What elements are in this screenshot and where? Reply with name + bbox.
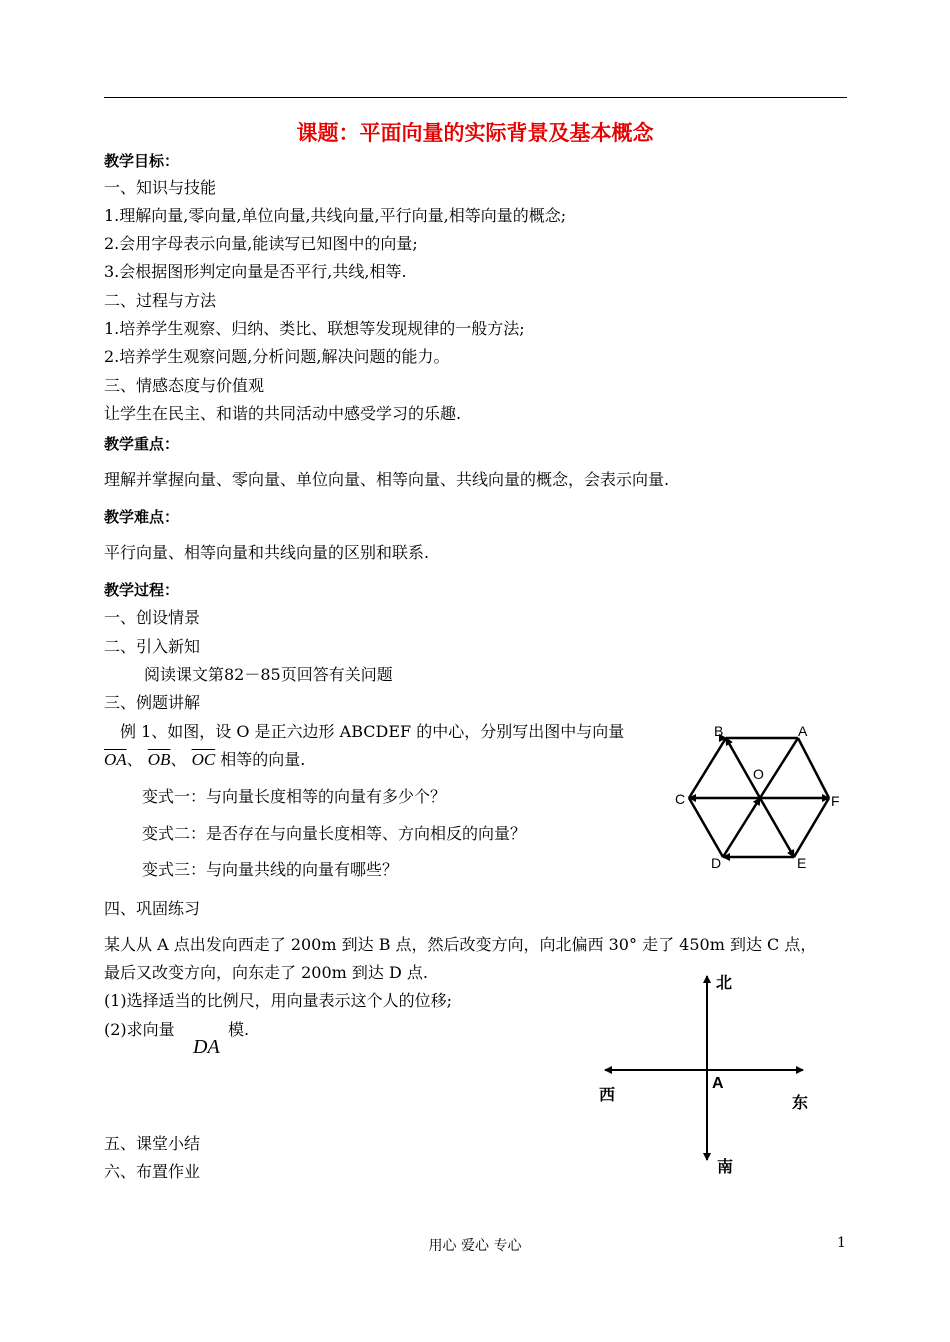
hexagon-edge [798,738,829,798]
footer-center: 用心 爱心 专心 [428,1238,522,1254]
header-rule [104,97,847,98]
vector-line [760,738,798,798]
section-heading: 四、巩固练习 [104,899,201,918]
page-title: 课题：平面向量的实际背景及基本概念 [296,121,654,145]
page-number: 1 [837,1235,846,1251]
vertex-label-a: A [798,723,808,739]
variant-2: 变式二：是否存在与向量长度相等、方向相反的向量？ [142,824,527,843]
vector-da: DA [193,1036,220,1058]
paragraph: 理解并掌握向量、零向量、单位向量、相等向量、共线向量的概念，会表示向量. [104,470,670,489]
problem-text: 最后又改变方向，向东走了 200m 到达 D 点. [104,963,428,982]
vertex-label-b: B [714,723,724,739]
section-heading: 五、课堂小结 [104,1134,201,1153]
difficulties-heading: 教学难点： [104,508,180,526]
vector-list [104,750,305,770]
list-item: 1.理解向量,零向量,单位向量,共线向量,平行向量,相等向量的概念; [104,206,567,225]
question-2-tail: 模. [228,1020,250,1039]
hexagon-edge [689,798,723,857]
vector-ob: $\overline{OB}$ [147,750,171,769]
vertex-label-e: E [797,855,807,871]
section-heading: 二、过程与方法 [104,291,217,310]
vector-line [760,798,794,857]
south-label: 南 [717,1159,734,1176]
vector-oc: $\overline{OC}$ [191,750,216,769]
vertex-label-f: F [831,793,840,809]
example-tail: 相等的向量. [220,750,306,769]
separator: 、 [126,750,143,769]
section-heading: 一、创设情景 [104,608,201,627]
list-item: 1.培养学生观察、归纳、类比、联想等发现规律的一般方法; [104,319,525,338]
paragraph: 平行向量、相等向量和共线向量的区别和联系. [104,543,430,562]
east-label: 东 [792,1095,809,1112]
compass-diagram [595,970,820,1180]
question-2: (2)求向量 [104,1020,175,1039]
west-label: 西 [599,1087,616,1104]
list-item: 2.会用字母表示向量,能读写已知图中的向量; [104,234,418,253]
section-heading: 三、例题讲解 [104,693,201,712]
variant-1: 变式一：与向量长度相等的向量有多少个？ [142,787,447,806]
north-label: 北 [716,975,733,992]
vector-oa: $\overline{OA}$ [104,750,127,769]
origin-label: A [712,1075,724,1092]
hexagon-edge [794,798,829,857]
section-heading: 六、布置作业 [104,1162,201,1181]
section-heading: 三、情感态度与价值观 [104,376,265,395]
section-heading: 二、引入新知 [104,637,201,656]
paragraph: 让学生在民主、和谐的共同活动中感受学习的乐趣. [104,404,462,423]
vector-line [723,798,760,857]
center-label-o: O [753,766,764,782]
key-points-heading: 教学重点： [104,435,180,453]
list-item: 2.培养学生观察问题,分析问题,解决问题的能力。 [104,347,450,366]
separator: 、 [170,750,187,769]
paragraph: 阅读课文第82－85页回答有关问题 [144,665,393,684]
hexagon-diagram [670,718,850,876]
hexagon-edge [689,738,726,798]
vertex-label-d: D [711,855,722,871]
example-text: 例 1、如图，设 O 是正六边形 ABCDEF 的中心，分别写出图中与向量 [120,722,625,741]
goals-heading: 教学目标： [104,152,180,170]
process-heading: 教学过程： [104,581,180,599]
vertex-label-c: C [675,791,686,807]
list-item: 3.会根据图形判定向量是否平行,共线,相等. [104,262,407,281]
problem-text: 某人从 A 点出发向西走了 200m 到达 B 点，然后改变方向，向北偏西 30° 走了 450m 到达 C 点， [104,935,817,954]
question-1: (1)选择适当的比例尺，用向量表示这个人的位移; [104,991,453,1010]
section-heading: 一、知识与技能 [104,178,217,197]
variant-3: 变式三：与向量共线的向量有哪些？ [142,860,399,879]
